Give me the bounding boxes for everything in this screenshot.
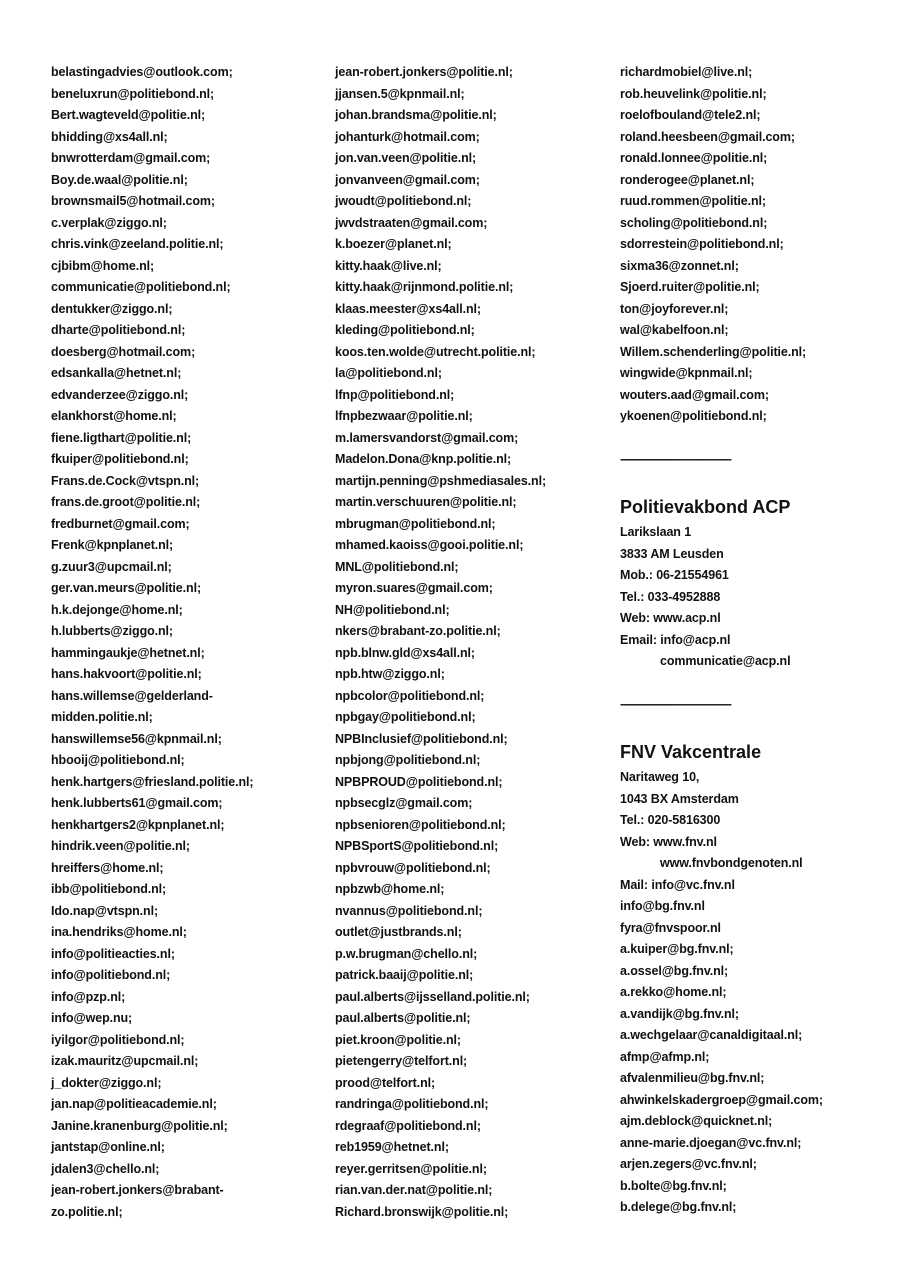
email-address: npbjong@politiebond.nl; [335,753,481,767]
email-address: NPBPROUD@politiebond.nl; [335,774,503,789]
email-address: myron.suares@gmail.com; [335,581,493,595]
email-address: info@wep.nu; [51,1011,133,1025]
email-address: martin.verschuuren@politie.nl; [335,495,517,509]
email-address: kitty.haak@rijnmond.politie.nl; [335,280,514,294]
email-address: iyilgor@politiebond.nl; [51,1032,185,1047]
email-address: npbsenioren@politiebond.nl; [335,817,506,832]
email-address: ton@joyforever.nl; [620,301,729,316]
email-address: jdalen3@chello.nl; [51,1161,160,1176]
email-address: npbgay@politiebond.nl; [335,710,476,724]
email-address: kitty.haak@live.nl; [335,258,442,273]
email-address: jan.nap@politieacademie.nl; [51,1097,217,1111]
contact-line: Naritaweg 10, [620,770,700,784]
email-address: patrick.baaij@politie.nl; [335,968,474,982]
email-address: ajm.deblock@quicknet.nl; [620,1114,773,1128]
email-address: a.rekko@home.nl; [620,985,727,999]
fnv-web-secondary: www.fnvbondgenoten.nl [660,856,803,870]
email-address: h.k.dejonge@home.nl; [51,602,183,617]
email-address: Frans.de.Cock@vtspn.nl; [51,473,200,488]
email-address: Willem.schenderling@politie.nl; [620,344,807,359]
email-address: edvanderzee@ziggo.nl; [51,387,189,402]
email-address: lfnp@politiebond.nl; [335,387,455,402]
email-column-1 [51,62,321,1223]
email-address: reyer.gerritsen@politie.nl; [335,1161,487,1176]
email-address: rdegraaf@politiebond.nl; [335,1118,481,1133]
email-address: outlet@justbrands.nl; [335,925,462,939]
email-address: dharte@politiebond.nl; [51,323,186,337]
email-address: b.bolte@bg.fnv.nl; [620,1178,727,1193]
email-address: lfnpbezwaar@politie.nl; [335,409,473,423]
acp-heading: Politievakbond ACP [620,497,791,517]
email-address: jon.van.veen@politie.nl; [335,151,477,165]
email-address: npbvrouw@politiebond.nl; [335,860,491,875]
email-address: kleding@politiebond.nl; [335,323,475,337]
email-address: communicatie@politiebond.nl; [51,280,231,294]
email-address: klaas.meester@xs4all.nl; [335,301,481,316]
email-address: c.verplak@ziggo.nl; [51,215,167,230]
email-address: fredburnet@gmail.com; [51,516,190,531]
email-address: johanturk@hotmail.com; [335,129,480,144]
contact-line: Web: www.fnv.nl [620,834,717,849]
email-address: arjen.zegers@vc.fnv.nl; [620,1157,757,1171]
email-column-2 [335,62,605,1223]
email-address: g.zuur3@upcmail.nl; [51,559,172,574]
email-address: johan.brandsma@politie.nl; [335,108,497,122]
email-address: fiene.ligthart@politie.nl; [51,430,192,445]
email-address: info@politiebond.nl; [51,968,171,982]
email-address: ykoenen@politiebond.nl; [620,409,767,423]
email-address: belastingadvies@outlook.com; [51,65,233,79]
email-address: a.wechgelaar@canaldigitaal.nl; [620,1028,803,1042]
email-address: paul.alberts@ijsselland.politie.nl; [335,989,530,1004]
email-address: k.boezer@planet.nl; [335,237,452,251]
email-address: jjansen.5@kpnmail.nl; [335,86,465,101]
contact-line: Mob.: 06-21554961 [620,568,729,582]
email-column-3 [620,62,890,1219]
email-address: rian.van.der.nat@politie.nl; [335,1183,493,1197]
email-address: bhidding@xs4all.nl; [51,129,168,144]
contact-line: Larikslaan 1 [620,525,692,539]
email-address: NPBInclusief@politiebond.nl; [335,731,508,746]
email-address: jean-robert.jonkers@politie.nl; [335,65,513,79]
email-address: Frenk@kpnplanet.nl; [51,538,174,552]
email-address: info@politieacties.nl; [51,946,175,961]
email-address: scholing@politiebond.nl; [620,215,768,230]
email-address: hammingaukje@hetnet.nl; [51,645,205,660]
email-address: b.delege@bg.fnv.nl; [620,1200,737,1214]
email-address: ronald.lonnee@politie.nl; [620,151,768,165]
email-address: sdorrestein@politiebond.nl; [620,237,784,251]
email-address: Janine.kranenburg@politie.nl; [51,1118,228,1133]
email-address: anne-marie.djoegan@vc.fnv.nl; [620,1135,802,1150]
email-address: ahwinkelskadergroep@gmail.com; [620,1092,824,1107]
email-address: jantstap@online.nl; [51,1140,165,1154]
email-address: npb.blnw.gld@xs4all.nl; [335,645,475,660]
email-address: pietengerry@telfort.nl; [335,1054,468,1068]
email-address: richardmobiel@live.nl; [620,65,753,79]
email-address: h.lubberts@ziggo.nl; [51,624,173,638]
email-address: hreiffers@home.nl; [51,860,164,875]
email-address: chris.vink@zeeland.politie.nl; [51,237,224,251]
email-address: NPBSportS@politiebond.nl; [335,839,499,853]
email-address: roland.heesbeen@gmail.com; [620,129,795,144]
contact-line: 1043 BX Amsterdam [620,791,739,806]
email-address: hans.willemse@gelderland- [51,688,213,703]
email-address: ibb@politiebond.nl; [51,882,167,896]
separator-line: ------------------------------------- [620,697,731,711]
email-address: Sjoerd.ruiter@politie.nl; [620,280,760,294]
email-address: Boy.de.waal@politie.nl; [51,172,188,187]
email-address: mbrugman@politiebond.nl; [335,516,496,531]
email-address: frans.de.groot@politie.nl; [51,495,201,509]
email-address: hbooij@politiebond.nl; [51,753,185,767]
email-address: p.w.brugman@chello.nl; [335,946,478,961]
email-address: hans.hakvoort@politie.nl; [51,667,202,681]
contact-line: 3833 AM Leusden [620,546,724,561]
contact-line: Tel.: 020-5816300 [620,813,721,827]
acp-contact-block [620,522,890,651]
email-address: ina.hendriks@home.nl; [51,925,187,939]
fnv-email-list [620,875,890,1219]
email-address: fyra@fnvspoor.nl [620,920,721,935]
email-address: Richard.bronswijk@politie.nl; [335,1204,509,1219]
email-address: Madelon.Dona@knp.politie.nl; [335,452,512,466]
contact-line: Web: www.acp.nl [620,611,721,625]
email-address: fkuiper@politiebond.nl; [51,452,189,466]
email-address: hanswillemse56@kpnmail.nl; [51,731,222,746]
email-list-continued [620,62,890,428]
email-address: brownsmail5@hotmail.com; [51,194,215,208]
contact-line: Tel.: 033-4952888 [620,589,721,604]
email-address: dentukker@ziggo.nl; [51,301,173,316]
email-address: jwoudt@politiebond.nl; [335,194,472,208]
separator-line: ------------------------------------- [620,452,731,466]
email-address: randringa@politiebond.nl; [335,1097,489,1111]
email-address: henk.hartgers@friesland.politie.nl; [51,774,254,789]
email-address: j_dokter@ziggo.nl; [51,1075,162,1090]
email-address: wal@kabelfoon.nl; [620,323,729,337]
email-address: afmp@afmp.nl; [620,1049,710,1064]
email-address: mhamed.kaoiss@gooi.politie.nl; [335,538,524,552]
email-address: midden.politie.nl; [51,710,153,724]
email-address: a.kuiper@bg.fnv.nl; [620,942,734,956]
email-address: bnwrotterdam@gmail.com; [51,151,211,165]
email-address: elankhorst@home.nl; [51,409,177,423]
email-address: wingwide@kpnmail.nl; [620,366,753,380]
email-address: Bert.wagteveld@politie.nl; [51,108,206,122]
email-address: jonvanveen@gmail.com; [335,172,480,187]
email-address: nkers@brabant-zo.politie.nl; [335,624,501,638]
email-address: reb1959@hetnet.nl; [335,1140,449,1154]
email-address: hindrik.veen@politie.nl; [51,839,190,853]
email-address: npbsecglz@gmail.com; [335,796,473,810]
email-address: MNL@politiebond.nl; [335,559,459,574]
email-address: prood@telfort.nl; [335,1075,436,1090]
email-address: edsankalla@hetnet.nl; [51,366,182,380]
email-address: ronderogee@planet.nl; [620,172,755,187]
email-address: Mail: info@vc.fnv.nl [620,877,735,892]
fnv-heading: FNV Vakcentrale [620,742,762,762]
email-address: npbcolor@politiebond.nl; [335,688,485,703]
acp-email-secondary: communicatie@acp.nl [660,654,791,668]
email-address: roelofbouland@tele2.nl; [620,108,761,122]
email-address: jwvdstraaten@gmail.com; [335,215,488,230]
email-address: jean-robert.jonkers@brabant- [51,1183,224,1197]
email-address: ger.van.meurs@politie.nl; [51,581,202,595]
email-address: la@politiebond.nl; [335,366,442,380]
email-address: piet.kroon@politie.nl; [335,1032,461,1047]
email-address: doesberg@hotmail.com; [51,344,196,359]
email-address: paul.alberts@politie.nl; [335,1011,471,1025]
email-address: koos.ten.wolde@utrecht.politie.nl; [335,344,536,359]
email-address: a.ossel@bg.fnv.nl; [620,963,729,978]
email-address: sixma36@zonnet.nl; [620,258,739,273]
email-address: afvalenmilieu@bg.fnv.nl; [620,1071,765,1085]
email-address: npbzwb@home.nl; [335,882,445,896]
email-address: beneluxrun@politiebond.nl; [51,86,215,101]
email-address: ruud.rommen@politie.nl; [620,194,766,208]
email-address: martijn.penning@pshmediasales.nl; [335,473,547,488]
email-address: zo.politie.nl; [51,1204,123,1219]
email-address: rob.heuvelink@politie.nl; [620,86,767,101]
email-address: Ido.nap@vtspn.nl; [51,903,159,918]
contact-line: Email: info@acp.nl [620,632,731,647]
email-address: nvannus@politiebond.nl; [335,903,483,918]
email-address: info@bg.fnv.nl [620,899,705,913]
email-address: izak.mauritz@upcmail.nl; [51,1054,199,1068]
email-address: npb.htw@ziggo.nl; [335,667,445,681]
fnv-contact-block [620,767,890,853]
email-address: a.vandijk@bg.fnv.nl; [620,1006,739,1021]
email-address: m.lamersvandorst@gmail.com; [335,430,519,445]
email-address: cjbibm@home.nl; [51,258,155,273]
email-address: henk.lubberts61@gmail.com; [51,796,223,810]
email-address: info@pzp.nl; [51,989,126,1004]
email-address: NH@politiebond.nl; [335,602,450,617]
email-address: wouters.aad@gmail.com; [620,387,769,402]
email-address: henkhartgers2@kpnplanet.nl; [51,817,225,832]
